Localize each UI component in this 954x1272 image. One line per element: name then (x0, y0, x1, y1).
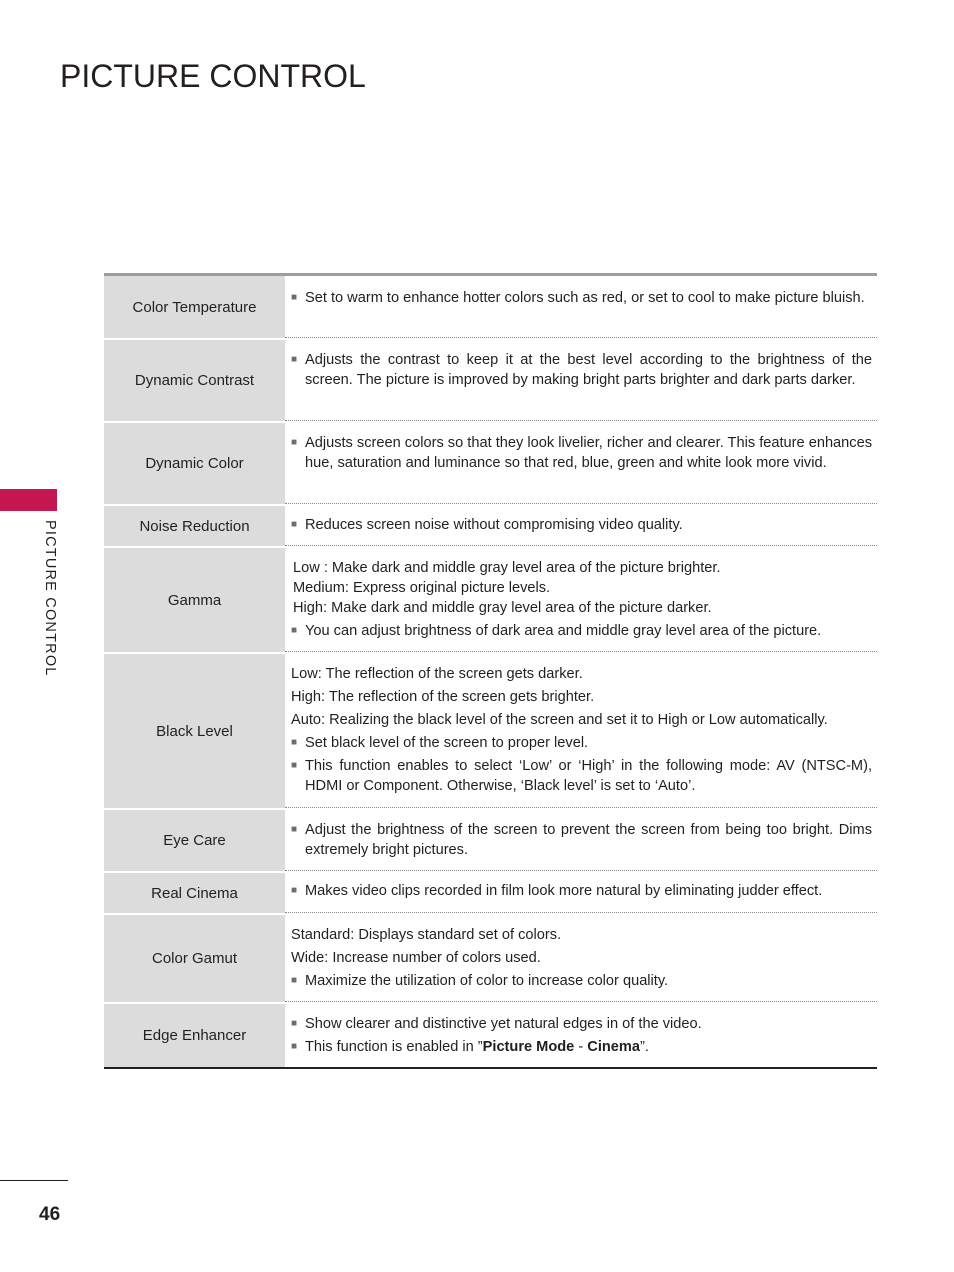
square-bullet-icon: ■ (291, 437, 298, 448)
list-item: ■ Set black level of the screen to proper level. (291, 735, 589, 751)
row-label: Real Cinema (104, 871, 285, 913)
row-description (285, 338, 877, 421)
table-row-dynamic-contrast (104, 338, 877, 421)
table-row-edge-enhancer (104, 1002, 877, 1069)
option-line: Auto: Realizing the black level of the screen and set it to High or Low automatically. (291, 712, 828, 728)
square-bullet-icon: ■ (291, 824, 298, 835)
list-item: ■ This function enables to select ‘Low’ or ‘High’ in the following mode: AV (NTSC-M), HDMI or Component. Otherwise, ‘Black level’ is set to ‘Auto’. (291, 758, 872, 794)
row-description (285, 421, 877, 504)
list-item: ■ Set to warm to enhance hotter colors such as red, or set to cool to make picture bluish. (291, 290, 865, 306)
list-item: ■ You can adjust brightness of dark area and middle gray level area of the picture. (291, 623, 822, 639)
text-segment: - (574, 1039, 588, 1055)
list-item: ■ Adjust the brightness of the screen to prevent the screen from being too bright. Dims extremely bright pictures. (291, 822, 872, 858)
square-bullet-icon: ■ (291, 292, 298, 303)
row-description (285, 546, 877, 652)
table-row-real-cinema (104, 871, 877, 913)
row-description (285, 808, 877, 871)
list-item: ■ Maximize the utilization of color to increase color quality. (291, 973, 669, 989)
list-item: ■ Reduces screen noise without compromising video quality. (291, 517, 683, 533)
row-label: Dynamic Contrast (104, 338, 285, 421)
cinema-term: Cinema (587, 1039, 640, 1055)
square-bullet-icon: ■ (291, 885, 298, 896)
option-line: Low: The reflection of the screen gets darker. (291, 666, 583, 682)
table-row-dynamic-color (104, 421, 877, 504)
row-description (285, 913, 877, 1002)
table-row-color-temperature (104, 276, 877, 338)
square-bullet-icon: ■ (291, 975, 298, 986)
row-description (285, 504, 877, 546)
page-title: PICTURE CONTROL (60, 58, 366, 94)
footer-divider (0, 1180, 68, 1181)
table-row-gamma (104, 546, 877, 652)
row-description (285, 871, 877, 913)
page-number: 46 (39, 1204, 61, 1225)
section-tab-marker (0, 489, 57, 511)
side-section-label: PICTURE CONTROL (42, 520, 58, 677)
picture-mode-term: Picture Mode (482, 1039, 575, 1055)
text-segment: ”. (640, 1039, 649, 1055)
square-bullet-icon: ■ (291, 737, 298, 748)
row-label: Color Gamut (104, 913, 285, 1002)
text-segment: This function is enabled in ” (305, 1039, 483, 1055)
list-item: ■ Adjusts screen colors so that they look livelier, richer and clearer. This feature enhances hue, saturation and luminance so that red, blue, green and white look more vivid. (291, 435, 872, 471)
row-label: Color Temperature (104, 276, 285, 338)
list-item: ■ Adjusts the contrast to keep it at the best level according to the brightness of the screen. The picture is improved by making bright parts brighter and dark parts darker. (291, 352, 872, 388)
list-item: ■ Makes video clips recorded in film look more natural by eliminating judder effect. (291, 883, 823, 899)
row-description (285, 1002, 877, 1067)
square-bullet-icon: ■ (291, 519, 298, 530)
option-line: High: The reflection of the screen gets brighter. (291, 689, 595, 705)
square-bullet-icon: ■ (291, 760, 298, 771)
row-label: Eye Care (104, 808, 285, 871)
option-line: Wide: Increase number of colors used. (291, 950, 541, 966)
table-row-color-gamut (104, 913, 877, 1002)
row-label: Dynamic Color (104, 421, 285, 504)
list-item (291, 1037, 872, 1057)
square-bullet-icon: ■ (291, 625, 298, 636)
row-description (285, 276, 877, 338)
table-row-eye-care (104, 808, 877, 871)
table-row-noise-reduction (104, 504, 877, 546)
option-line: High: Make dark and middle gray level area of the picture darker. (293, 600, 712, 616)
square-bullet-icon: ■ (291, 1018, 298, 1029)
row-description (285, 652, 877, 808)
table-row-black-level (104, 652, 877, 808)
list-item: ■ Show clearer and distinctive yet natural edges in of the video. (291, 1016, 702, 1032)
row-label: Black Level (104, 652, 285, 808)
square-bullet-icon: ■ (291, 354, 298, 365)
row-label: Gamma (104, 546, 285, 652)
row-label: Edge Enhancer (104, 1002, 285, 1067)
settings-table (104, 273, 877, 1069)
square-bullet-icon: ■ (291, 1041, 298, 1052)
option-line: Medium: Express original picture levels. (293, 580, 551, 596)
option-line: Standard: Displays standard set of colors. (291, 927, 562, 943)
option-line: Low : Make dark and middle gray level area of the picture brighter. (293, 560, 721, 576)
row-label: Noise Reduction (104, 504, 285, 546)
